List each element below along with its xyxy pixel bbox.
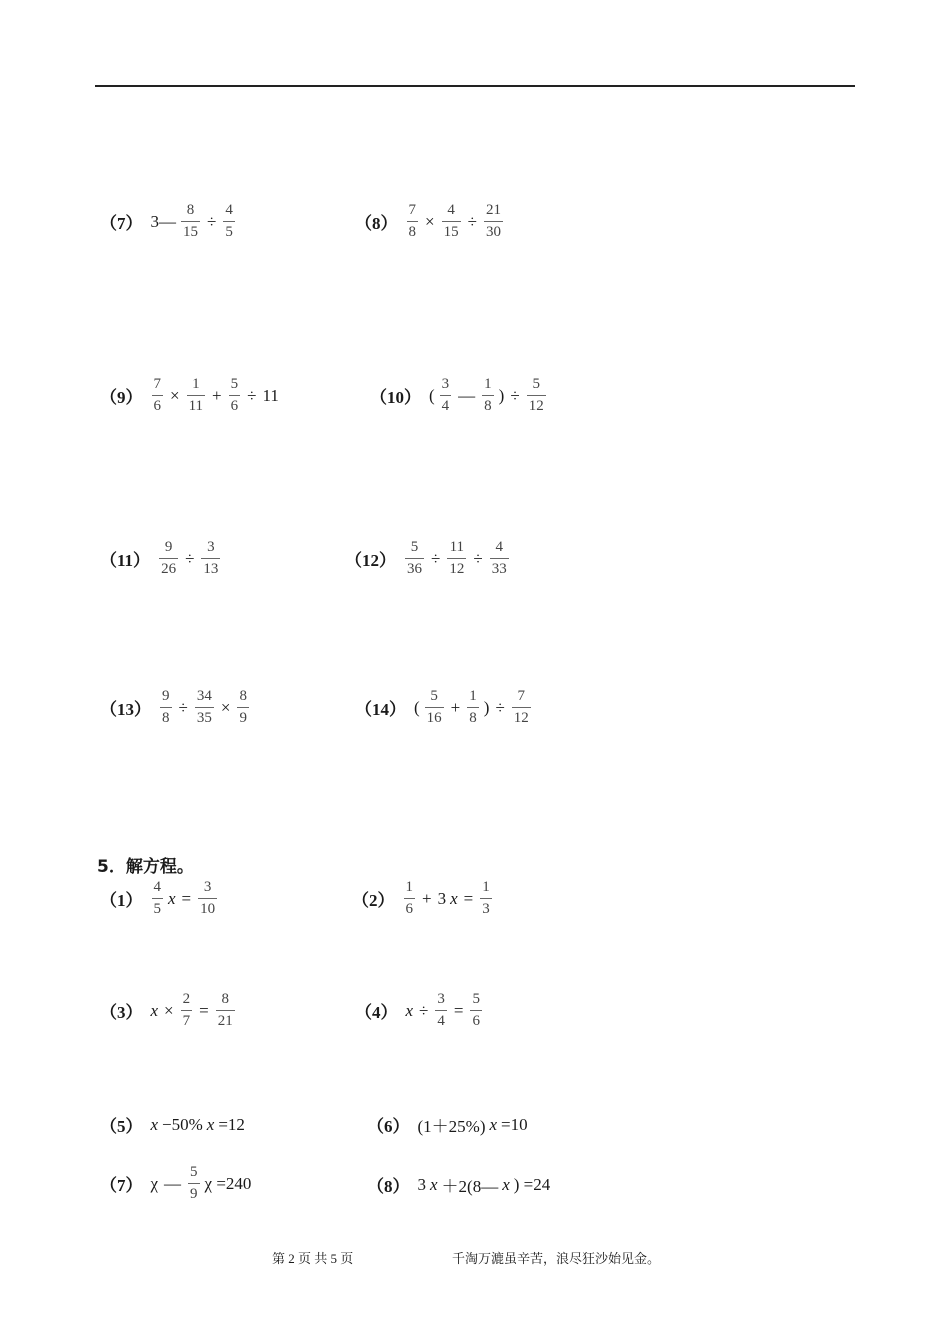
numerator: 2 bbox=[182, 991, 191, 1007]
fraction bbox=[216, 992, 235, 1029]
term: 3— bbox=[150, 211, 176, 231]
problem-label: （2） bbox=[352, 891, 395, 910]
denominator: 4 bbox=[437, 1013, 445, 1029]
numerator: 5 bbox=[230, 376, 239, 392]
term: (1＋25%) bbox=[417, 1117, 486, 1136]
denominator: 3 bbox=[482, 901, 490, 917]
fraction bbox=[527, 377, 546, 414]
operator: ÷ bbox=[510, 385, 520, 405]
problem-label: （7） bbox=[100, 214, 143, 233]
operator: × bbox=[170, 385, 180, 405]
problem-label: （1） bbox=[100, 891, 143, 910]
denominator: 8 bbox=[162, 710, 170, 726]
numerator: 5 bbox=[190, 1164, 198, 1180]
numerator: 3 bbox=[437, 991, 445, 1007]
operator: + bbox=[422, 888, 432, 908]
numerator: 8 bbox=[186, 202, 195, 218]
variable: x bbox=[168, 888, 176, 908]
term: ( bbox=[414, 697, 420, 717]
fraction bbox=[442, 203, 461, 240]
denominator: 6 bbox=[230, 398, 239, 414]
operator: — bbox=[164, 1173, 182, 1193]
fraction bbox=[152, 880, 164, 917]
equation-1 bbox=[100, 880, 220, 917]
equation-5 bbox=[100, 1112, 247, 1137]
fraction bbox=[223, 203, 235, 240]
numerator: 1 bbox=[482, 879, 490, 895]
fraction bbox=[405, 540, 424, 577]
denominator: 6 bbox=[472, 1013, 480, 1029]
denominator: 8 bbox=[484, 398, 492, 414]
fraction bbox=[404, 880, 416, 917]
term: −50% bbox=[162, 1114, 203, 1134]
numerator: 3 bbox=[207, 539, 215, 555]
denominator: 10 bbox=[200, 901, 216, 917]
footer-page-number: 第 2 页 共 5 页 bbox=[272, 1251, 354, 1266]
operator: × bbox=[220, 697, 231, 717]
fraction bbox=[490, 540, 509, 577]
operator: ÷ bbox=[207, 211, 217, 231]
problem-label: （8） bbox=[367, 1177, 410, 1196]
denominator: 13 bbox=[203, 561, 219, 577]
fraction bbox=[188, 1165, 200, 1202]
fraction bbox=[425, 689, 444, 726]
numerator: 4 bbox=[225, 202, 233, 218]
problem-14 bbox=[355, 689, 534, 726]
denominator: 15 bbox=[183, 224, 198, 240]
equation-3 bbox=[100, 992, 238, 1029]
term: ) =24 bbox=[513, 1174, 551, 1194]
term: χ =240 bbox=[204, 1173, 252, 1193]
variable: x bbox=[150, 1000, 159, 1020]
fraction bbox=[440, 377, 452, 414]
numerator: 5 bbox=[472, 991, 480, 1007]
fraction bbox=[237, 689, 249, 726]
numerator: 11 bbox=[449, 539, 465, 555]
problem-label: （9） bbox=[100, 388, 143, 407]
numerator: 3 bbox=[203, 879, 212, 895]
operator: ÷ bbox=[473, 548, 483, 568]
numerator: 1 bbox=[405, 879, 413, 895]
variable: x bbox=[206, 1114, 215, 1134]
numerator: 4 bbox=[153, 879, 161, 895]
denominator: 4 bbox=[441, 398, 450, 414]
variable: x bbox=[405, 1000, 414, 1020]
numerator: 1 bbox=[469, 688, 477, 704]
fraction bbox=[407, 203, 419, 240]
term: =10 bbox=[501, 1114, 528, 1134]
fraction bbox=[181, 203, 200, 240]
problem-label: （14） bbox=[355, 700, 406, 719]
problem-label: （3） bbox=[100, 1003, 143, 1022]
operator: × bbox=[425, 211, 435, 231]
operator: + bbox=[450, 697, 461, 717]
operator: ÷ bbox=[247, 385, 257, 405]
fraction bbox=[195, 689, 214, 726]
term: ＋2(8— bbox=[441, 1177, 499, 1196]
denominator: 12 bbox=[528, 398, 544, 414]
denominator: 33 bbox=[491, 561, 507, 577]
section-5-heading: 5．解方程。 bbox=[97, 857, 194, 877]
problem-label: （4） bbox=[355, 1003, 398, 1022]
problem-7 bbox=[100, 203, 238, 240]
fraction bbox=[201, 540, 220, 577]
term: ( bbox=[429, 385, 435, 405]
fraction bbox=[152, 377, 164, 414]
header-rule bbox=[95, 85, 855, 87]
operator: + bbox=[212, 385, 222, 405]
numerator: 4 bbox=[495, 539, 503, 555]
problem-12 bbox=[345, 540, 512, 577]
denominator: 16 bbox=[426, 710, 442, 726]
equation-4 bbox=[355, 992, 485, 1029]
numerator: 7 bbox=[408, 202, 416, 218]
denominator: 6 bbox=[153, 398, 161, 414]
term: =12 bbox=[218, 1114, 245, 1134]
operator: ÷ bbox=[495, 697, 505, 717]
numerator: 9 bbox=[164, 539, 173, 555]
denominator: 5 bbox=[225, 224, 233, 240]
operator: × bbox=[164, 1000, 174, 1020]
fraction bbox=[470, 992, 482, 1029]
problem-10 bbox=[370, 377, 549, 414]
operator: = bbox=[199, 1000, 209, 1020]
fraction bbox=[482, 377, 494, 414]
operator: = bbox=[463, 888, 474, 908]
variable: x bbox=[150, 1114, 159, 1134]
fraction bbox=[467, 689, 479, 726]
problem-8 bbox=[355, 203, 506, 240]
problem-label: （7） bbox=[100, 1176, 143, 1195]
operator: ÷ bbox=[419, 1000, 429, 1020]
denominator: 11 bbox=[188, 398, 204, 414]
denominator: 9 bbox=[190, 1186, 198, 1202]
numerator: 34 bbox=[196, 688, 212, 704]
numerator: 1 bbox=[192, 376, 200, 392]
numerator: 9 bbox=[162, 688, 170, 704]
operator: ÷ bbox=[431, 548, 441, 568]
operator: = bbox=[453, 1000, 464, 1020]
fraction bbox=[187, 377, 205, 414]
variable: x bbox=[430, 1174, 438, 1194]
operator: — bbox=[458, 385, 476, 405]
fraction bbox=[160, 689, 172, 726]
variable: x bbox=[502, 1174, 510, 1194]
equation-2 bbox=[352, 880, 495, 917]
fraction bbox=[198, 880, 217, 917]
fraction bbox=[181, 992, 193, 1029]
problem-label: （12） bbox=[345, 551, 396, 570]
operator: ÷ bbox=[467, 211, 477, 231]
problem-label: （11） bbox=[100, 551, 151, 570]
problem-label: （5） bbox=[100, 1117, 143, 1136]
fraction bbox=[484, 203, 503, 240]
numerator: 5 bbox=[430, 688, 438, 704]
numerator: 8 bbox=[221, 991, 229, 1007]
fraction bbox=[447, 540, 466, 577]
operator: ÷ bbox=[178, 697, 188, 717]
variable: x bbox=[450, 888, 458, 908]
denominator: 35 bbox=[196, 710, 212, 726]
denominator: 15 bbox=[443, 224, 459, 240]
problem-label: （13） bbox=[100, 700, 151, 719]
term: ) bbox=[498, 385, 505, 405]
problem-label: （8） bbox=[355, 214, 398, 233]
term: 3 bbox=[417, 1174, 426, 1194]
numerator: 1 bbox=[484, 376, 492, 392]
fraction bbox=[480, 880, 492, 917]
operator: ÷ bbox=[185, 548, 195, 568]
denominator: 30 bbox=[485, 224, 501, 240]
denominator: 21 bbox=[217, 1013, 233, 1029]
problem-label: （10） bbox=[370, 388, 421, 407]
denominator: 26 bbox=[161, 561, 177, 577]
denominator: 36 bbox=[407, 561, 422, 577]
numerator: 4 bbox=[447, 202, 455, 218]
numerator: 8 bbox=[239, 688, 247, 704]
problem-label: （6） bbox=[367, 1117, 410, 1136]
numerator: 5 bbox=[410, 539, 419, 555]
denominator: 12 bbox=[449, 561, 465, 577]
term: ) bbox=[483, 697, 490, 717]
term: 11 bbox=[262, 385, 279, 405]
denominator: 8 bbox=[408, 224, 416, 240]
equation-7 bbox=[100, 1165, 253, 1202]
equation-6 bbox=[367, 1112, 530, 1137]
numerator: 21 bbox=[485, 202, 501, 218]
fraction bbox=[435, 992, 447, 1029]
fraction bbox=[159, 540, 178, 577]
denominator: 8 bbox=[469, 710, 477, 726]
denominator: 9 bbox=[239, 710, 247, 726]
fraction bbox=[512, 689, 531, 726]
fraction bbox=[229, 377, 241, 414]
numerator: 7 bbox=[153, 376, 161, 392]
operator: = bbox=[181, 888, 192, 908]
term: χ bbox=[150, 1173, 159, 1193]
denominator: 6 bbox=[405, 901, 413, 917]
numerator: 5 bbox=[532, 376, 540, 392]
equation-8 bbox=[367, 1172, 552, 1197]
denominator: 5 bbox=[153, 901, 161, 917]
denominator: 7 bbox=[182, 1013, 191, 1029]
problem-11 bbox=[100, 540, 223, 577]
numerator: 7 bbox=[517, 688, 526, 704]
numerator: 3 bbox=[441, 376, 450, 392]
term: 3 bbox=[437, 888, 447, 908]
footer-motto: 千淘万漉虽辛苦，浪尽狂沙始见金。 bbox=[452, 1251, 661, 1266]
problem-9 bbox=[100, 377, 281, 414]
problem-13 bbox=[100, 689, 252, 726]
variable: x bbox=[489, 1114, 498, 1134]
denominator: 12 bbox=[513, 710, 529, 726]
